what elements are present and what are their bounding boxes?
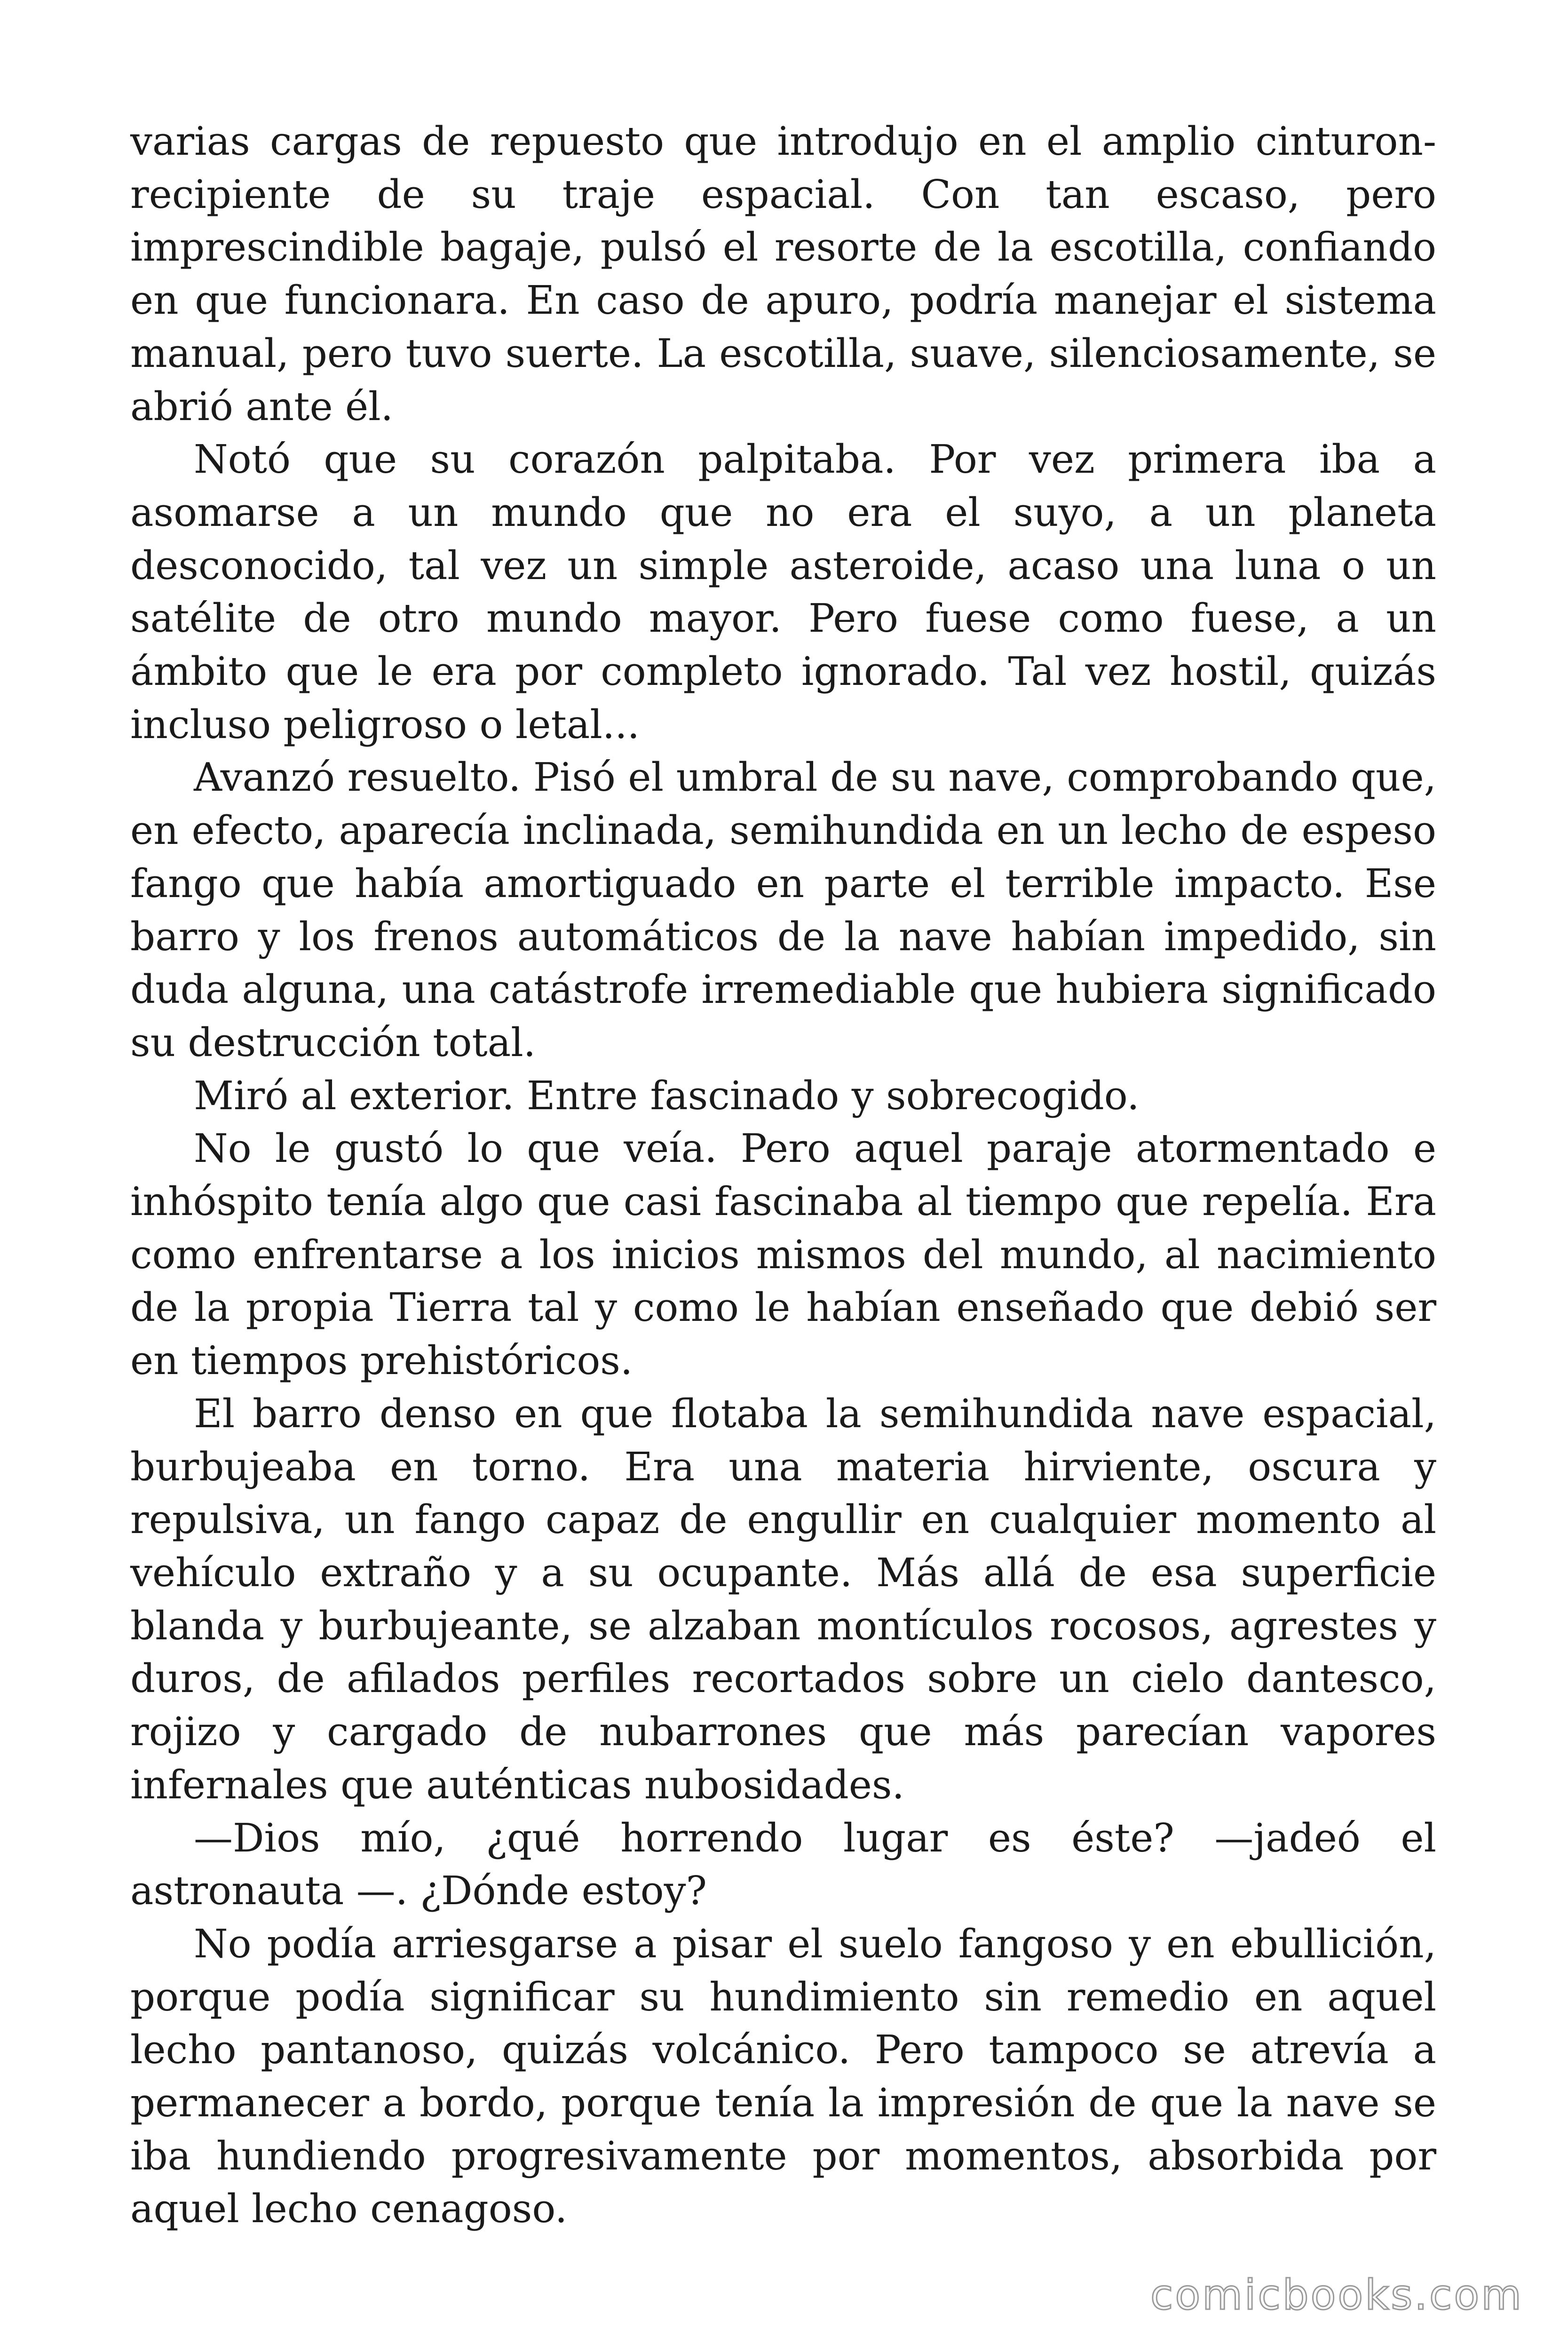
- watermark: comicbooks.com: [1150, 2271, 1523, 2319]
- paragraph: —Dios mío, ¿qué horrendo lugar es éste? —jadeó el astronauta —. ¿Dónde estoy?: [130, 1815, 1436, 1914]
- paragraph: Miró al exterior. Entre fascinado y sobrecogido.: [194, 1073, 1140, 1119]
- paragraph: No podía arriesgarse a pisar el suelo fangoso y en ebullición, porque podía significar su hundimiento sin remedio en aquel lecho pantanoso, quizás volcánico. Pero tampoco se atrevía a permanecer a bordo, porque tenía la impresión de que la nave se iba hundiendo progresivamente por momentos, absorbida por aquel lecho cenagoso.: [130, 1921, 1436, 2232]
- paragraph: varias cargas de repuesto que introdujo en el amplio cinturon-recipiente de su traje espacial. Con tan escaso, pero imprescindible bagaje, pulsó el resorte de la escotilla, confiando en que funcionara. En caso de apuro, podría manejar el sistema manual, pero tuvo suerte. La escotilla, suave, silenciosamente, se abrió ante él.: [130, 119, 1436, 429]
- paragraph: Avanzó resuelto. Pisó el umbral de su nave, comprobando que, en efecto, aparecía inclinada, semihundida en un lecho de espeso fango que había amortiguado en parte el terrible impacto. Ese barro y los frenos automáticos de la nave habían impedido, sin duda alguna, una catástrofe irremediable que hubiera significado su destrucción total.: [130, 755, 1436, 1065]
- paragraph: No le gustó lo que veía. Pero aquel paraje atormentado e inhóspito tenía algo que casi fascinaba al tiempo que repelía. Era como enfrentarse a los inicios mismos del mundo, al nacimiento de la propia Tierra tal y como le habían enseñado que debió ser en tiempos prehistóricos.: [130, 1126, 1436, 1384]
- paragraph: Notó que su corazón palpitaba. Por vez primera iba a asomarse a un mundo que no era el suyo, a un planeta desconocido, tal vez un simple asteroide, acaso una luna o un satélite de otro mundo mayor. Pero fuese como fuese, a un ámbito que le era por completo ignorado. Tal vez hostil, quizás incluso peligroso o letal...: [130, 437, 1436, 747]
- body-text: [130, 115, 1436, 2236]
- paragraph: El barro denso en que flotaba la semihundida nave espacial, burbujeaba en torno. Era una materia hirviente, oscura y repulsiva, un fango capaz de engullir en cualquier momento al vehículo extraño y a su ocupante. Más allá de esa superficie blanda y burbujeante, se alzaban montículos rocosos, agrestes y duros, de afilados perfiles recortados sobre un cielo dantesco, rojizo y cargado de nubarrones que más parecían vapores infernales que auténticas nubosidades.: [130, 1391, 1436, 1808]
